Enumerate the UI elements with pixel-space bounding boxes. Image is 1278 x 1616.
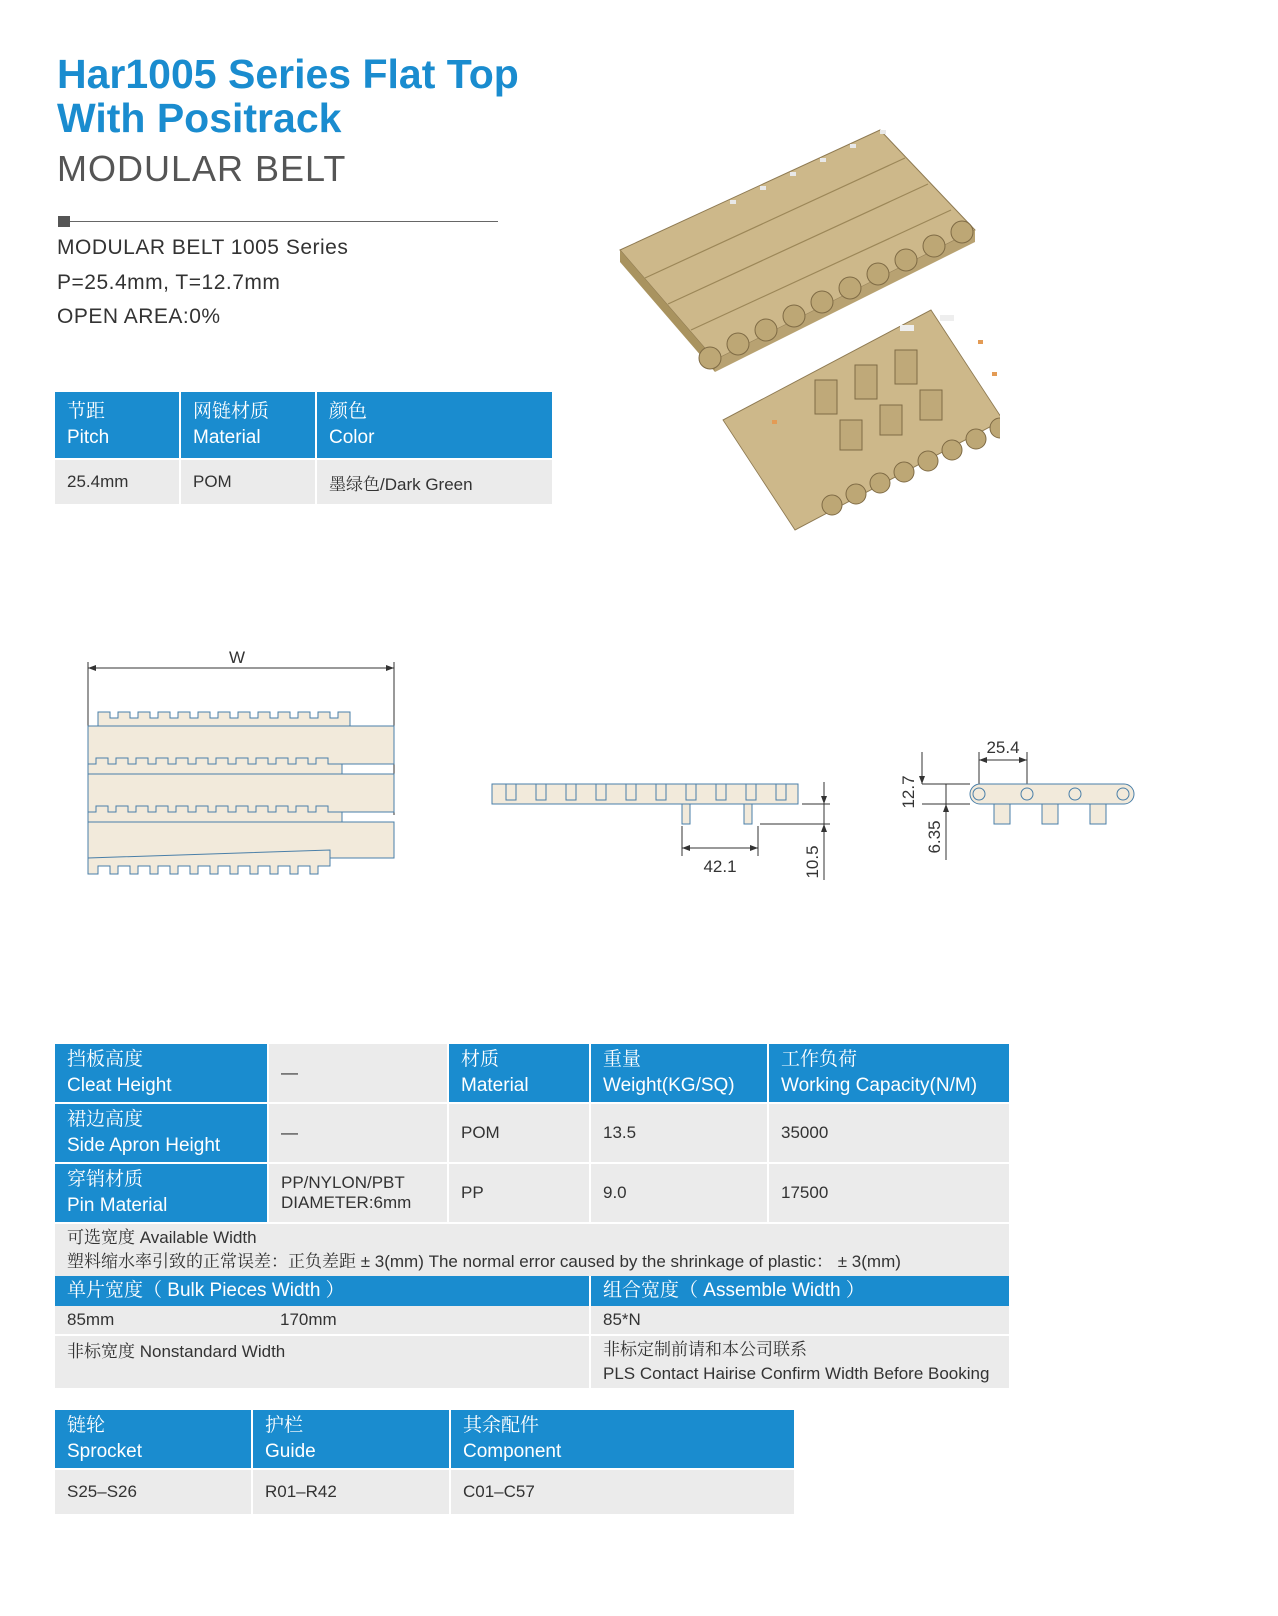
value-side-apron: — <box>268 1104 448 1162</box>
available-width-note: 可选宽度 Available Width 塑料缩水率引致的正常误差：正负差距 ± 3(mm) The normal error caused by the shrinkage of plastic： ± 3(mm) <box>55 1224 1009 1276</box>
value-pitch: 25.4mm <box>55 460 180 504</box>
spec-open-area: OPEN AREA:0% <box>57 305 221 328</box>
spec-table <box>55 1044 1009 1388</box>
value-assemble-width: 85*N <box>590 1306 1009 1334</box>
value-capacity-2: 17500 <box>768 1164 1009 1222</box>
dim-track-label: 42.1 <box>703 857 737 876</box>
header-guide: 护栏 Guide <box>252 1410 450 1468</box>
header-pin-material: 穿销材质 Pin Material <box>55 1164 268 1222</box>
nonstandard-width-label: 非标宽度 Nonstandard Width <box>55 1336 590 1388</box>
header-color: 颜色 Color <box>316 392 552 458</box>
value-pin-material: PP/NYLON/PBT DIAMETER:6mm <box>268 1164 448 1222</box>
dim-half-label: 6.35 <box>925 820 944 854</box>
header-pitch: 节距 Pitch <box>55 392 180 458</box>
dim-pitch-label: 25.4 <box>986 738 1020 757</box>
header-cleat-height: 挡板高度 Cleat Height <box>55 1044 268 1102</box>
nonstandard-width-note: 非标定制前请和本公司联系 PLS Contact Hairise Confirm Width Before Booking <box>590 1336 1009 1388</box>
title-line-2: With Positrack <box>57 95 342 141</box>
value-weight-2: 9.0 <box>590 1164 768 1222</box>
header-material: 网链材质 Material <box>180 392 316 458</box>
divider-marker <box>58 216 70 227</box>
header-bulk-width: 单片宽度（ Bulk Pieces Width ） <box>55 1276 590 1306</box>
value-color: 墨绿色/Dark Green <box>316 460 552 504</box>
header-side-apron: 裙边高度 Side Apron Height <box>55 1104 268 1162</box>
belt-product-illustration <box>600 120 1000 550</box>
spec-pitch: P=25.4mm, T=12.7mm <box>57 271 281 294</box>
header-material: 材质 Material <box>448 1044 590 1102</box>
spec-series: MODULAR BELT 1005 Series <box>57 236 349 259</box>
value-material-1: POM <box>448 1104 590 1162</box>
header-capacity: 工作负荷 Working Capacity(N/M) <box>768 1044 1009 1102</box>
header-component: 其余配件 Component <box>450 1410 794 1468</box>
value-cleat-height: — <box>268 1044 448 1102</box>
page-subtitle: MODULAR BELT <box>57 148 347 189</box>
value-component: C01–C57 <box>450 1470 794 1514</box>
page-title <box>57 52 519 140</box>
divider <box>58 221 498 222</box>
pitch-drawing <box>890 730 1150 870</box>
value-bulk-width-2: 170mm <box>268 1306 590 1334</box>
dim-height-label: 10.5 <box>803 845 822 879</box>
title-line-1: Har1005 Series Flat Top <box>57 51 519 97</box>
dim-thickness-label: 12.7 <box>899 775 918 809</box>
side-view-drawing <box>480 770 840 890</box>
value-material: POM <box>180 460 316 504</box>
value-bulk-width-1: 85mm <box>55 1306 268 1334</box>
accessory-table <box>55 1410 794 1514</box>
value-sprocket: S25–S26 <box>55 1470 252 1514</box>
pitch-material-table <box>55 392 552 504</box>
header-assemble-width: 组合宽度（ Assemble Width ） <box>590 1276 1009 1306</box>
value-guide: R01–R42 <box>252 1470 450 1514</box>
value-material-2: PP <box>448 1164 590 1222</box>
header-weight: 重量 Weight(KG/SQ) <box>590 1044 768 1102</box>
top-view-drawing <box>80 640 410 890</box>
header-sprocket: 链轮 Sprocket <box>55 1410 252 1468</box>
width-label: W <box>228 648 246 667</box>
value-capacity-1: 35000 <box>768 1104 1009 1162</box>
value-weight-1: 13.5 <box>590 1104 768 1162</box>
